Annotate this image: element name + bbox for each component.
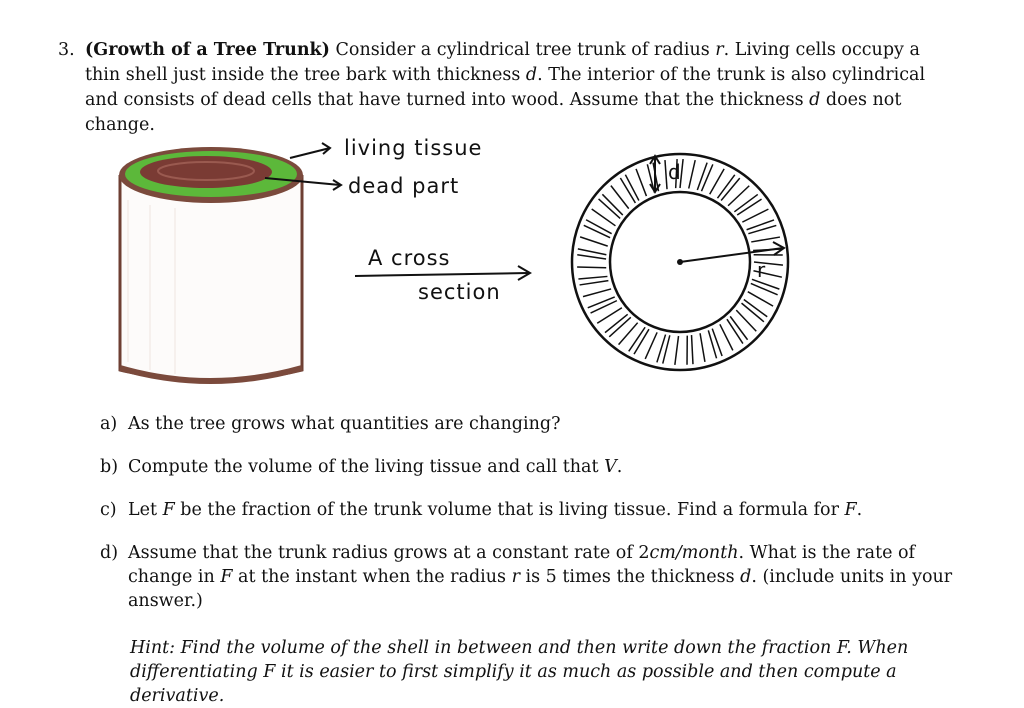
cross-label-2: section [418,280,501,304]
hatch-line [720,324,733,350]
question-d-text-2: . What is the rate of change in [128,543,915,587]
hatch-line [580,237,608,246]
question-d [100,541,960,613]
sub-questions [100,412,960,632]
problem-title: (Growth of a Tree Trunk) [85,40,330,60]
radius-r-label: r [757,258,766,282]
hint-text: Hint: Find the volume of the shell in between and then write down the fraction F. When differentiating F it is easier to first simplify it as much as possible and then compute a derivative. [130,636,950,708]
hatch-line [710,169,724,194]
question-d-label: d) [100,541,118,565]
question-b-text-2: . [617,457,623,477]
hatch-line [578,249,607,255]
hatch-line [689,160,695,188]
question-d-text-4: is 5 times the thickness [520,567,740,587]
thickness-d-label: d [668,160,682,184]
trunk-body [120,175,302,381]
hatch-line [588,297,615,308]
hatch-line [577,267,606,268]
question-b [100,455,960,479]
hatch-line [583,289,611,297]
intro-text-4: does not change. [85,90,901,135]
hatch-line [591,301,617,313]
hatch-line [708,330,716,358]
var-d-3: d [740,567,751,587]
hatch-line [701,164,712,191]
question-a [100,412,960,436]
living-tissue-label: living tissue [344,136,482,160]
var-d-2: d [809,90,820,110]
question-b-label: b) [100,455,118,479]
hatch-line [578,276,607,279]
hatch-line [636,169,646,196]
hatch-line [747,220,774,230]
var-V: V [604,457,617,477]
tree-trunk-figure [0,130,1024,400]
question-d-text-5: . (include units in your answer.) [128,567,952,611]
hatch-line [748,292,773,306]
hatch-line [597,308,622,323]
intro-text-2: . Living cells occupy a thin shell just inside the tree bark with thickness [85,40,920,85]
cross-label-1: A cross [368,246,451,270]
hatch-line [697,163,707,190]
problem-intro [85,38,958,138]
trunk-drawing [0,130,1024,400]
unit-cm-month: cm/month [650,543,739,563]
dead-part-core [140,156,272,188]
cross-section-arrow [355,273,528,276]
problem-number: 3. [58,38,75,63]
hatch-line [751,283,778,294]
hatch-line [692,335,693,364]
question-c-text-1: Let [128,500,163,520]
intro-text-1: Consider a cylindrical tree trunk of radius [330,40,715,60]
question-a-text: As the tree grows what quantities are changing? [128,414,560,434]
dead-part-label: dead part [348,174,459,198]
var-F: F [163,500,175,520]
intro-text-3: . The interior of the trunk is also cylindrical and consists of dead cells that have turned into wood. Assume that the thickness [85,65,925,110]
question-c-text-3: . [857,500,863,520]
problem-statement [58,38,958,138]
question-d-text-3: at the instant when the radius [232,567,511,587]
question-c [100,498,960,522]
var-F-2: F [845,500,857,520]
hatch-line [742,209,768,222]
hatch-line [577,255,606,259]
question-c-text-2: be the fraction of the trunk volume that is living tissue. Find a formula for [175,500,845,520]
hatch-line [748,225,776,233]
hatch-line [645,332,657,359]
hatch-line [751,237,780,242]
hatch-line [675,336,679,365]
var-r: r [715,40,723,60]
question-a-label: a) [100,412,117,436]
question-b-text-1: Compute the volume of the living tissue and call that [128,457,604,477]
var-r-2: r [512,567,520,587]
question-c-label: c) [100,498,117,522]
var-F-3: F [220,567,232,587]
hatch-line [712,329,722,356]
hatch-line [700,333,705,362]
var-d: d [526,65,537,85]
hatch-line [580,281,609,285]
question-d-text-1: Assume that the trunk radius grows at a constant rate of 2 [128,543,650,563]
hatch-line [665,160,667,189]
